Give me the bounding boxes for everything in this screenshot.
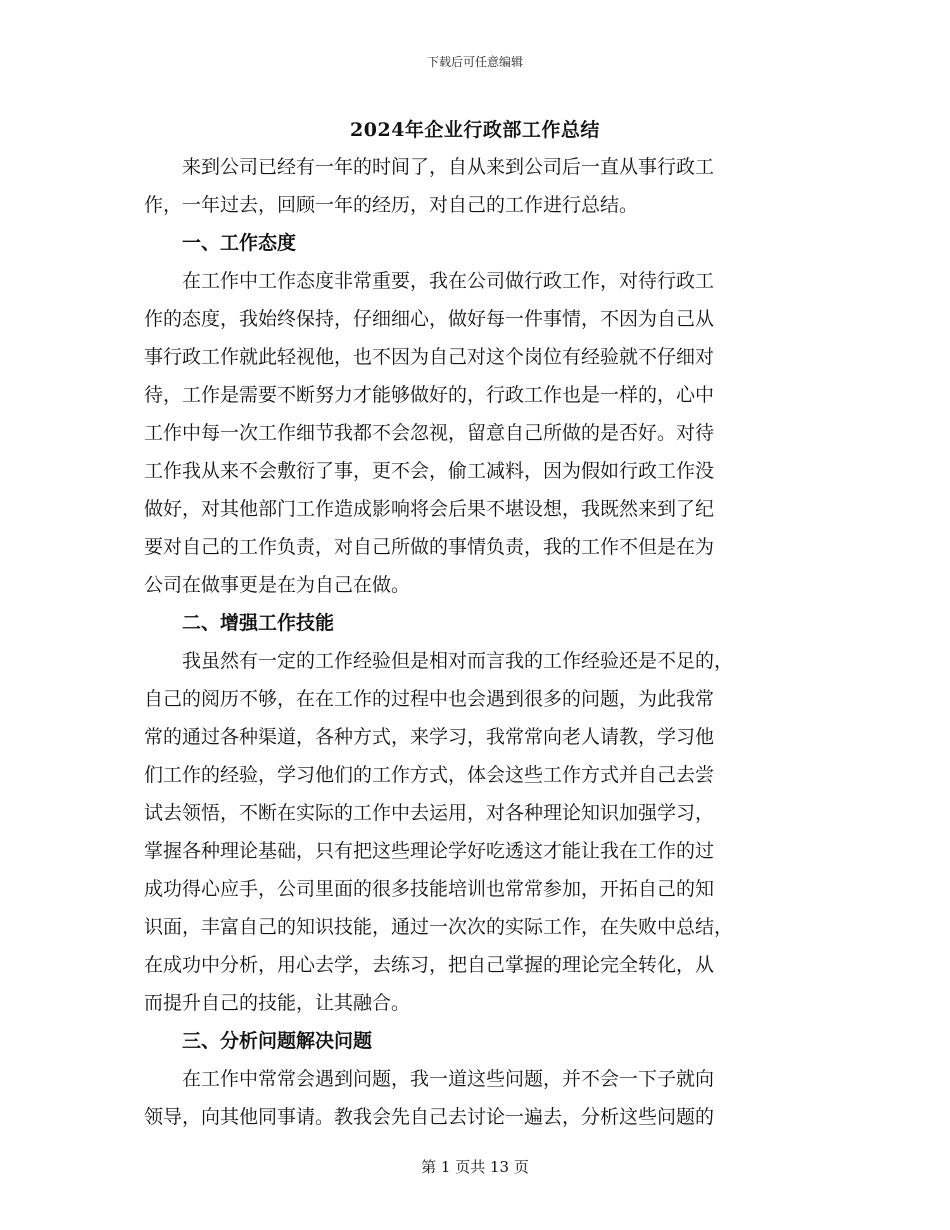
page-header-note: 下载后可任意编辑 xyxy=(426,55,523,69)
page-footer-page-number: 第 1 页共 13 页 xyxy=(421,1158,529,1176)
body-line: 在成功中分析，用心去学，去练习，把自己掌握的理论完全转化，从 xyxy=(144,954,715,976)
body-line: 识面，丰富自己的知识技能，通过一次次的实际工作，在失败中总结， xyxy=(144,916,734,938)
section-heading-work-attitude: 一、工作态度 xyxy=(144,232,297,254)
section-heading-skills: 二、增强工作技能 xyxy=(144,612,335,634)
body-line: 要对自己的工作负责，对自己所做的事情负责，我的工作不但是在为 xyxy=(144,536,715,558)
body-line: 常的通过各种渠道，各种方式，来学习，我常常向老人请教，学习他 xyxy=(144,726,715,748)
document-title: 2024年企业行政部工作总结 xyxy=(350,119,600,141)
section-heading-problem-solving: 三、分析问题解决问题 xyxy=(144,1030,373,1052)
document-body xyxy=(144,148,812,1136)
body-line: 掌握各种理论基础，只有把这些理论学好吃透这才能让我在工作的过 xyxy=(144,840,715,862)
body-line: 成功得心应手，公司里面的很多技能培训也常常参加，开拓自己的知 xyxy=(144,878,715,900)
body-line: 公司在做事更是在为自己在做。 xyxy=(144,574,411,596)
body-line: 工作我从来不会敷衍了事，更不会，偷工减料，因为假如行政工作没 xyxy=(144,460,715,482)
body-line: 待，工作是需要不断努力才能够做好的，行政工作也是一样的，心中 xyxy=(144,384,715,406)
body-line: 自己的阅历不够，在在工作的过程中也会遇到很多的问题，为此我常 xyxy=(144,688,715,710)
body-line: 作，一年过去，回顾一年的经历，对自己的工作进行总结。 xyxy=(144,194,639,216)
body-line: 领导，向其他同事请。教我会先自己去讨论一遍去，分析这些问题的 xyxy=(144,1106,715,1128)
body-line: 来到公司已经有一年的时间了，自从来到公司后一直从事行政工 xyxy=(144,156,715,178)
body-line: 在工作中工作态度非常重要，我在公司做行政工作，对待行政工 xyxy=(144,270,715,292)
body-line: 们工作的经验，学习他们的工作方式，体会这些工作方式并自己去尝 xyxy=(144,764,715,786)
body-line: 试去领悟，不断在实际的工作中去运用，对各种理论知识加强学习， xyxy=(144,802,715,824)
body-line: 事行政工作就此轻视他，也不因为自己对这个岗位有经验就不仔细对 xyxy=(144,346,715,368)
body-line: 而提升自己的技能，让其融合。 xyxy=(144,992,411,1014)
body-line: 工作中每一次工作细节我都不会忽视，留意自己所做的是否好。对待 xyxy=(144,422,715,444)
body-line: 作的态度，我始终保持，仔细细心，做好每一件事情，不因为自己从 xyxy=(144,308,715,330)
body-line: 我虽然有一定的工作经验但是相对而言我的工作经验还是不足的， xyxy=(144,650,734,672)
body-line: 在工作中常常会遇到问题，我一道这些问题，并不会一下子就向 xyxy=(144,1068,715,1090)
body-line: 做好，对其他部门工作造成影响将会后果不堪设想，我既然来到了纪 xyxy=(144,498,715,520)
